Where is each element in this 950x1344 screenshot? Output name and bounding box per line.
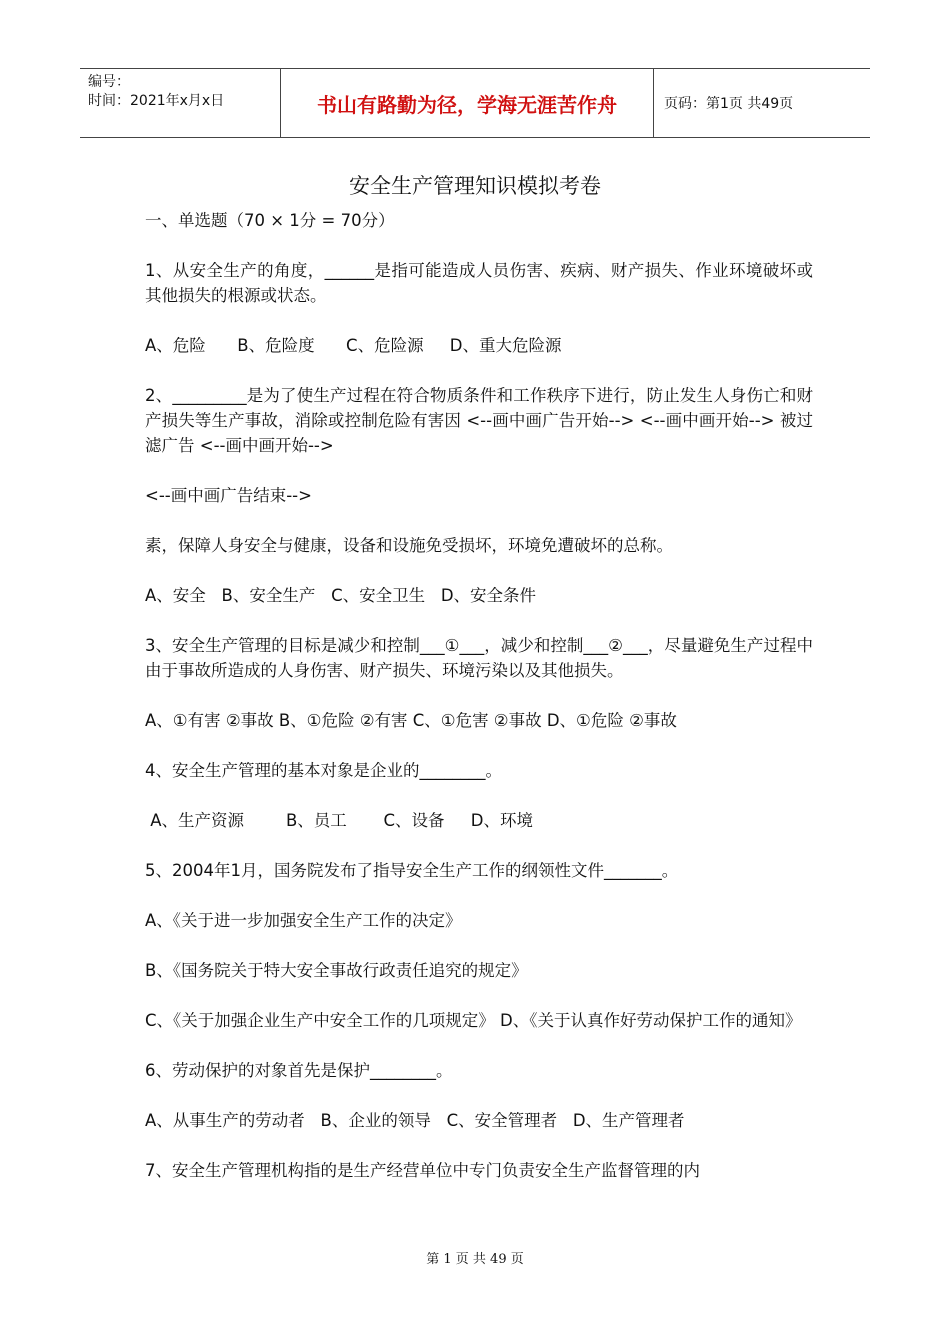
header-motto: 书山有路勤为径，学海无涯苦作舟 — [281, 69, 654, 137]
question-3-options: A、①有害 ②事故 B、①危险 ②有害 C、①危害 ②事故 D、①危险 ②事故 — [145, 711, 677, 730]
header-meta — [80, 69, 281, 137]
question-1-options: A、危险 B、危险度 C、危险源 D、重大危险源 — [145, 336, 562, 355]
question-1: 1、从安全生产的角度，______是指可能造成人员伤害、疾病、财产损失、作业环境破坏或其他损失的根源或状态。 — [145, 261, 813, 305]
date-label: 时间：2021年x月x日 — [88, 93, 225, 109]
question-5-option-b: B、《国务院关于特大安全事故行政责任追究的规定》 — [145, 961, 528, 980]
question-4-options: A、生产资源 B、员工 C、设备 D、环境 — [145, 811, 533, 830]
page-header — [80, 68, 870, 138]
question-5-option-a: A、《关于进一步加强安全生产工作的决定》 — [145, 911, 462, 930]
question-5: 5、2004年1月，国务院发布了指导安全生产工作的纲领性文件_______。 — [145, 861, 679, 880]
question-6: 6、劳动保护的对象首先是保护________。 — [145, 1061, 453, 1080]
question-7: 7、安全生产管理机构指的是生产经营单位中专门负责安全生产监督管理的内 — [145, 1161, 700, 1180]
ad-end-text: <--画中画广告结束--> — [145, 486, 312, 505]
question-2: 2、_________是为了使生产过程在符合物质条件和工作秩序下进行，防止发生人身伤亡和财产损失等生产事故，消除或控制危险有害因 <--画中画广告开始--> <--画中画开始--> 被过滤广告 <--画中画开始--> — [145, 386, 813, 455]
question-2-continued: 素，保障人身安全与健康，设备和设施免受损坏，环境免遭破坏的总称。 — [145, 536, 673, 555]
section-heading: 一、单选题（70 × 1分 = 70分） — [145, 211, 395, 230]
header-page-info: 页码：第1页 共49页 — [664, 96, 794, 112]
page-footer: 第 1 页 共 49 页 — [426, 1252, 524, 1267]
serial-label: 编号： — [88, 74, 130, 90]
question-5-options-cd: C、《关于加强企业生产中安全工作的几项规定》 D、《关于认真作好劳动保护工作的通知》 — [145, 1011, 802, 1030]
document-title: 安全生产管理知识模拟考卷 — [349, 174, 601, 198]
document-body — [145, 208, 813, 1208]
question-6-options: A、从事生产的劳动者 B、企业的领导 C、安全管理者 D、生产管理者 — [145, 1111, 685, 1130]
question-3: 3、安全生产管理的目标是减少和控制___①___，减少和控制___②___，尽量避免生产过程中由于事故所造成的人身伤害、财产损失、环境污染以及其他损失。 — [145, 636, 813, 680]
question-4: 4、安全生产管理的基本对象是企业的________。 — [145, 761, 502, 780]
question-2-options: A、安全 B、安全生产 C、安全卫生 D、安全条件 — [145, 586, 537, 605]
